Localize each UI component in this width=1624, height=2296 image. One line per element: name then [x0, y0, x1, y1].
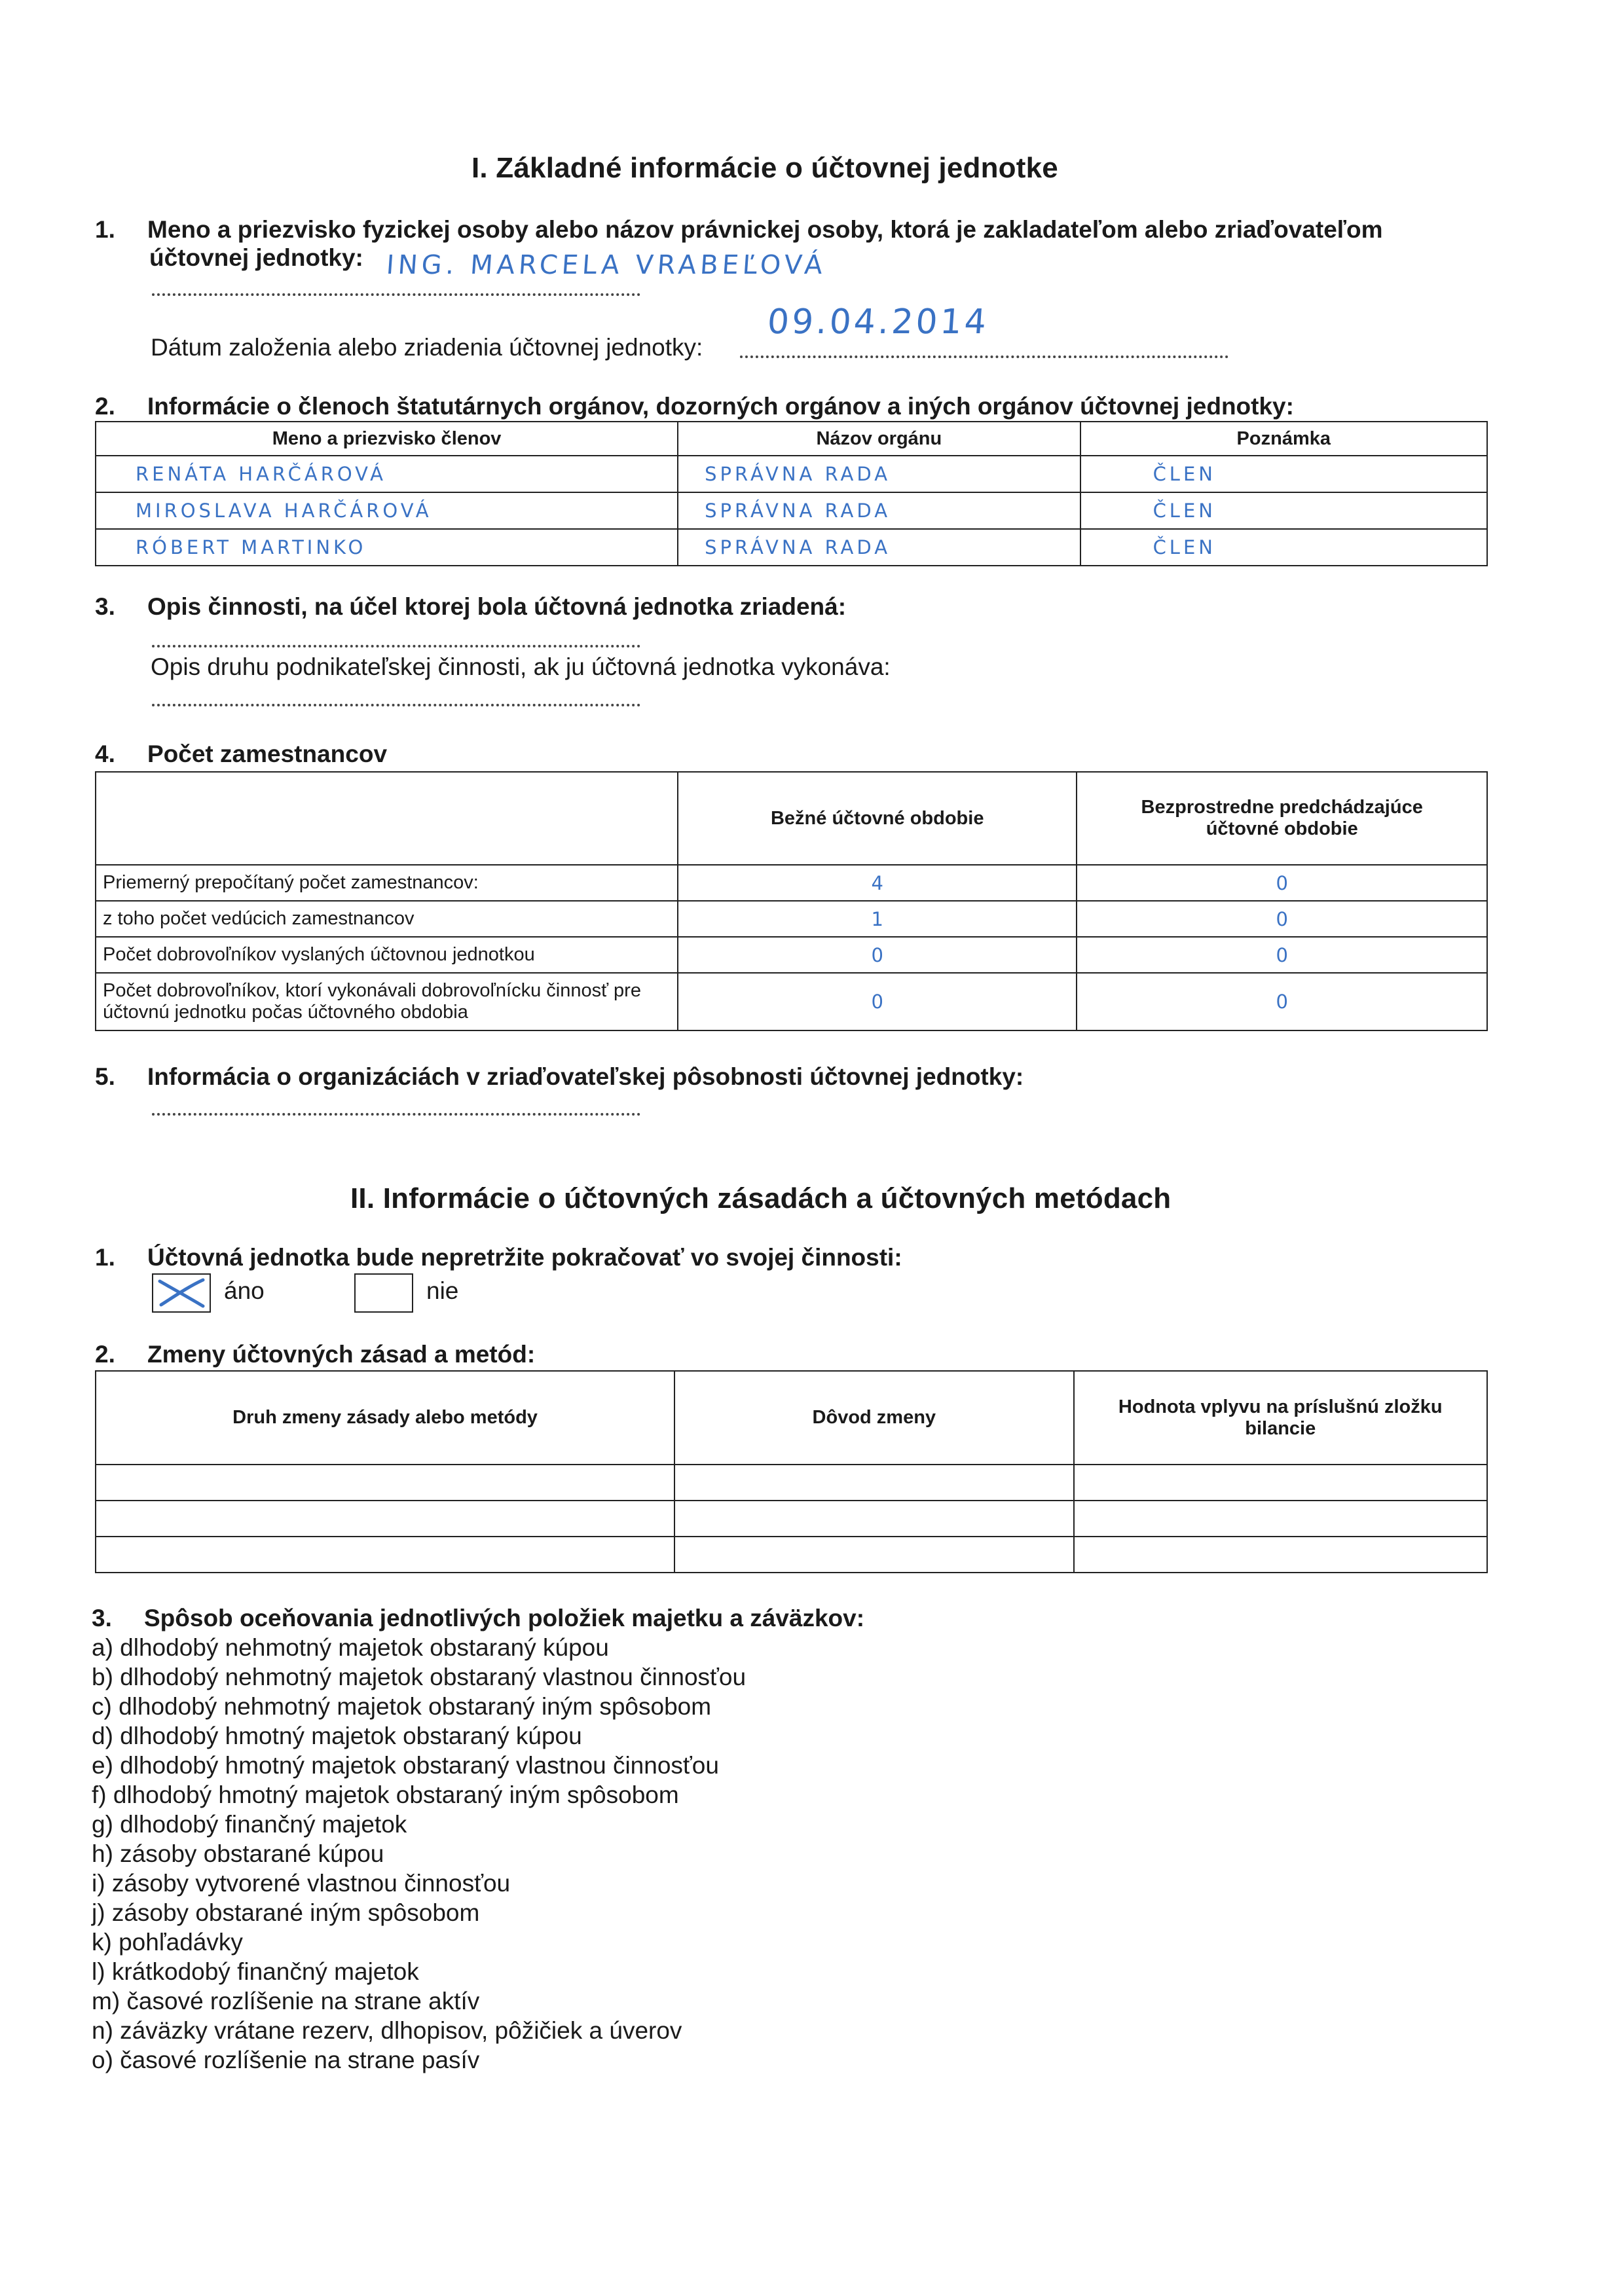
changes-table-header	[96, 1371, 1487, 1465]
members-table-header	[96, 422, 1487, 456]
valuation-label: 3. Spôsob oceňovania jednotlivých položiek majetku a záväzkov:	[92, 1605, 865, 1631]
business-activity-field[interactable]	[152, 704, 640, 706]
column-header-name: Meno a priezvisko členov	[96, 422, 678, 456]
previous-period-value[interactable]: 0	[1077, 973, 1487, 1030]
table-row	[96, 973, 1487, 1030]
list-item: b) dlhodobý nehmotný majetok obstaraný vlastnou činnosťou	[92, 1664, 747, 1690]
q5-number: 5.	[95, 1063, 115, 1090]
continuity-number: 1.	[95, 1244, 115, 1271]
employees-table	[95, 771, 1488, 1031]
list-item: a) dlhodobý nehmotný majetok obstaraný kúpou	[92, 1634, 609, 1661]
note-cell[interactable]: ČLEN	[1080, 492, 1487, 529]
current-period-value[interactable]: 0	[678, 937, 1077, 973]
change-type-cell[interactable]	[96, 1537, 674, 1573]
q3-label: 3. Opis činnosti, na účel ktorej bola účtovná jednotka zriadená:	[95, 593, 847, 620]
checkbox-nie[interactable]	[354, 1273, 413, 1313]
checkmark-x-icon	[157, 1277, 206, 1309]
table-row	[96, 1537, 1487, 1573]
founding-date-label: Dátum založenia alebo zriadenia účtovnej jednotky:	[151, 334, 703, 361]
organ-name-cell[interactable]: SPRÁVNA RADA	[678, 529, 1080, 566]
q5-label: 5. Informácia o organizáciách v zriaďovateľskej pôsobnosti účtovnej jednotky:	[95, 1063, 1024, 1090]
row-label: Priemerný prepočítaný počet zamestnancov:	[96, 865, 678, 901]
founding-date-underline	[740, 355, 1228, 358]
list-item: i) zásoby vytvorené vlastnou činnosťou	[92, 1870, 511, 1897]
row-label: Počet dobrovoľníkov, ktorí vykonávali dobrovoľnícku činnosť pre účtovnú jednotku počas účtovného obdobia	[96, 973, 678, 1030]
q4-number: 4.	[95, 740, 115, 767]
q2-number: 2.	[95, 393, 115, 420]
founder-name-underline	[152, 293, 640, 296]
reason-cell[interactable]	[674, 1501, 1073, 1537]
activity-description-field[interactable]	[152, 645, 640, 647]
table-row	[96, 865, 1487, 901]
changes-number: 2.	[95, 1341, 115, 1368]
list-item: c) dlhodobý nehmotný majetok obstaraný iným spôsobom	[92, 1693, 712, 1720]
list-item: l) krátkodobý finančný majetok	[92, 1958, 419, 1985]
impact-value-cell[interactable]	[1074, 1537, 1488, 1573]
column-header-note: Poznámka	[1080, 422, 1487, 456]
section-1-title: I. Základné informácie o účtovnej jednotke	[471, 152, 1058, 184]
impact-value-cell[interactable]	[1074, 1465, 1488, 1501]
previous-period-value[interactable]: 0	[1077, 937, 1487, 973]
list-item: e) dlhodobý hmotný majetok obstaraný vlastnou činnosťou	[92, 1752, 719, 1779]
members-table	[95, 421, 1488, 566]
changes-label: 2. Zmeny účtovných zásad a metód:	[95, 1341, 536, 1368]
option-ano-label: áno	[224, 1277, 265, 1304]
valuation-number: 3.	[92, 1605, 112, 1631]
reason-cell[interactable]	[674, 1537, 1073, 1573]
list-item: k) pohľadávky	[92, 1929, 243, 1956]
reason-cell[interactable]	[674, 1465, 1073, 1501]
list-item: m) časové rozlíšenie na strane aktív	[92, 1988, 480, 2014]
previous-period-value[interactable]: 0	[1077, 901, 1487, 937]
founding-date-field[interactable]: 09.04.2014	[766, 302, 990, 342]
column-header-empty	[96, 772, 678, 865]
note-cell[interactable]: ČLEN	[1080, 456, 1487, 492]
valuation-items-list	[92, 1633, 746, 2075]
q3-number: 3.	[95, 593, 115, 620]
note-cell[interactable]: ČLEN	[1080, 529, 1487, 566]
column-header-impact-value: Hodnota vplyvu na príslušnú zložku bilancie	[1074, 1371, 1488, 1465]
changes-table	[95, 1370, 1488, 1573]
founder-name-field[interactable]: ING. MARCELA VRABEĽOVÁ	[385, 250, 828, 280]
table-row	[96, 456, 1487, 492]
section-2-title: II. Informácie o účtovných zásadách a účtovných metódach	[350, 1182, 1172, 1214]
option-nie-label: nie	[426, 1277, 459, 1304]
list-item: h) zásoby obstarané kúpou	[92, 1840, 384, 1867]
member-name-cell[interactable]: RENÁTA HARČÁROVÁ	[96, 456, 678, 492]
column-header-reason: Dôvod zmeny	[674, 1371, 1073, 1465]
table-row	[96, 901, 1487, 937]
member-name-cell[interactable]: MIROSLAVA HARČÁROVÁ	[96, 492, 678, 529]
checkbox-ano[interactable]	[152, 1273, 211, 1313]
column-header-previous-period: Bezprostredne predchádzajúce účtovné obdobie	[1077, 772, 1487, 865]
current-period-value[interactable]: 1	[678, 901, 1077, 937]
previous-period-value[interactable]: 0	[1077, 865, 1487, 901]
list-item: f) dlhodobý hmotný majetok obstaraný iným spôsobom	[92, 1781, 679, 1808]
list-item: g) dlhodobý finančný majetok	[92, 1811, 407, 1838]
q4-label: 4. Počet zamestnancov	[95, 740, 388, 767]
table-row	[96, 1465, 1487, 1501]
organ-name-cell[interactable]: SPRÁVNA RADA	[678, 492, 1080, 529]
row-label: Počet dobrovoľníkov vyslaných účtovnou jednotkou	[96, 937, 678, 973]
q1-label-line2: účtovnej jednotky:	[149, 244, 363, 271]
table-row	[96, 492, 1487, 529]
table-row	[96, 529, 1487, 566]
q2-label: 2. Informácie o členoch štatutárnych orgánov, dozorných orgánov a iných orgánov účtovnej jednotky:	[95, 393, 1294, 420]
q1-label: 1. Meno a priezvisko fyzickej osoby alebo názov právnickej osoby, ktorá je zakladateľom alebo zriaďovateľom	[95, 216, 1383, 243]
change-type-cell[interactable]	[96, 1501, 674, 1537]
table-row	[96, 1501, 1487, 1537]
organizations-field[interactable]	[152, 1113, 640, 1116]
continuity-label: 1. Účtovná jednotka bude nepretržite pokračovať vo svojej činnosti:	[95, 1244, 902, 1271]
column-header-current-period: Bežné účtovné obdobie	[678, 772, 1077, 865]
employees-table-header	[96, 772, 1487, 865]
list-item: n) záväzky vrátane rezerv, dlhopisov, pôžičiek a úverov	[92, 2017, 682, 2044]
change-type-cell[interactable]	[96, 1465, 674, 1501]
list-item: d) dlhodobý hmotný majetok obstaraný kúpou	[92, 1722, 582, 1749]
organ-name-cell[interactable]: SPRÁVNA RADA	[678, 456, 1080, 492]
column-header-organ: Názov orgánu	[678, 422, 1080, 456]
current-period-value[interactable]: 4	[678, 865, 1077, 901]
list-item: o) časové rozlíšenie na strane pasív	[92, 2047, 480, 2073]
business-activity-label: Opis druhu podnikateľskej činnosti, ak ju účtovná jednotka vykonáva:	[151, 653, 891, 680]
list-item: j) zásoby obstarané iným spôsobom	[92, 1899, 480, 1926]
q1-number: 1.	[95, 216, 115, 243]
impact-value-cell[interactable]	[1074, 1501, 1488, 1537]
column-header-change-type: Druh zmeny zásady alebo metódy	[96, 1371, 674, 1465]
member-name-cell[interactable]: RÓBERT MARTINKO	[96, 529, 678, 566]
current-period-value[interactable]: 0	[678, 973, 1077, 1030]
row-label: z toho počet vedúcich zamestnancov	[96, 901, 678, 937]
table-row	[96, 937, 1487, 973]
